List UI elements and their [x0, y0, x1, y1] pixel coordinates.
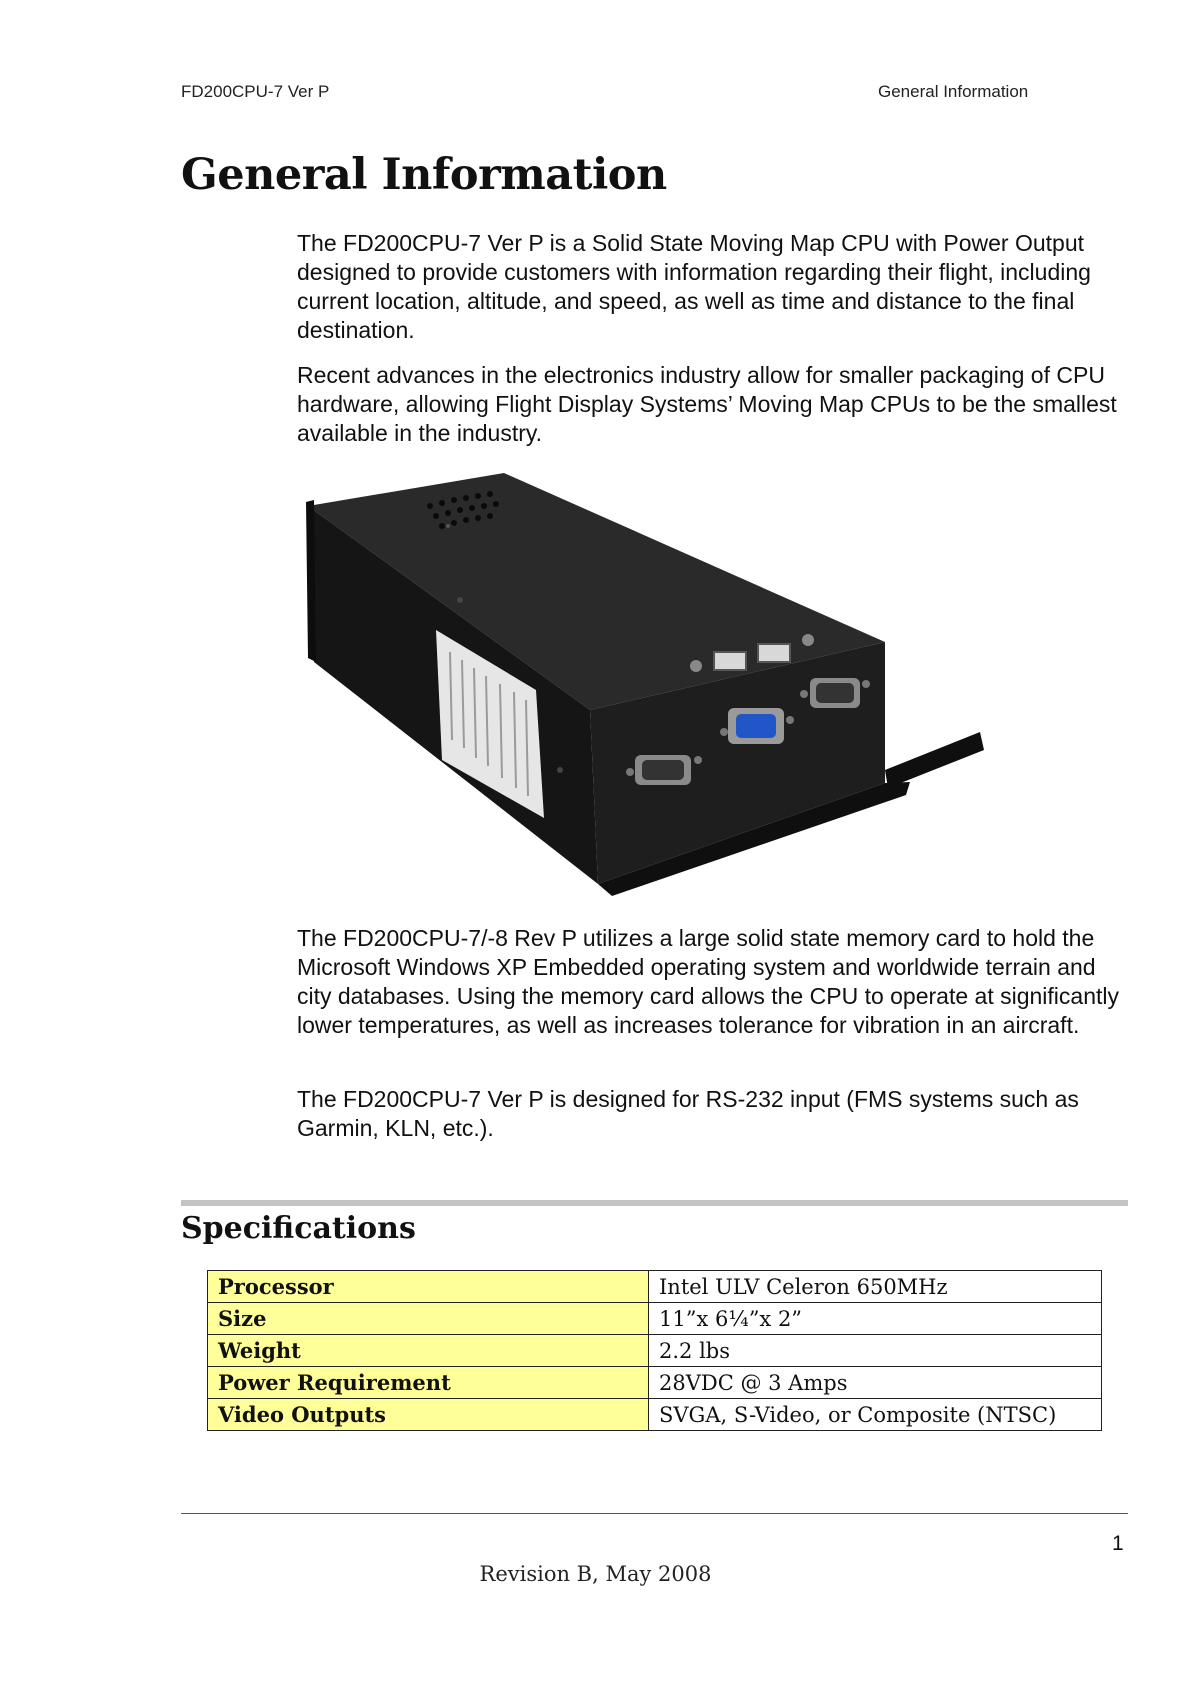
advances-paragraph: Recent advances in the electronics industry allow for smaller packaging of CPU hardware, allowing Flight Display Systems’ Moving Map CPUs to be the smallest available in the industry.: [297, 362, 1117, 446]
table-row: [208, 1367, 1102, 1399]
table-row: [208, 1271, 1102, 1303]
spec-value: 28VDC @ 3 Amps: [649, 1367, 1102, 1399]
page-number: 1: [1112, 1532, 1124, 1555]
spec-value: SVGA, S-Video, or Composite (NTSC): [649, 1399, 1102, 1431]
specifications-heading: Specifications: [181, 1211, 416, 1246]
page-title: General Information: [181, 150, 667, 200]
spec-value: Intel ULV Celeron 650MHz: [649, 1271, 1102, 1303]
spec-label: Weight: [208, 1335, 649, 1367]
spec-label: Processor: [208, 1271, 649, 1303]
footer-divider: [181, 1513, 1128, 1514]
spec-label: Video Outputs: [208, 1399, 649, 1431]
table-row: [208, 1303, 1102, 1335]
spec-value: 11”x 6¼”x 2”: [649, 1303, 1102, 1335]
running-header-left: FD200CPU-7 Ver P: [181, 82, 330, 101]
table-row: [208, 1335, 1102, 1367]
running-header-right: General Information: [878, 82, 1029, 101]
spec-label: Size: [208, 1303, 649, 1335]
section-divider: [181, 1200, 1128, 1206]
cpu-unit-photo: [300, 470, 990, 900]
specifications-table: [207, 1270, 1102, 1431]
intro-paragraph: The FD200CPU-7 Ver P is a Solid State Moving Map CPU with Power Output designed to provide customers with information regarding their flight, including current location, altitude, and speed, as well as time and distance to the final destination.: [297, 230, 1091, 343]
revision-footer: Revision B, May 2008: [479, 1562, 712, 1586]
rs232-paragraph: The FD200CPU-7 Ver P is designed for RS-232 input (FMS systems such as Garmin, KLN, etc.).: [297, 1086, 1079, 1141]
spec-value: 2.2 lbs: [649, 1335, 1102, 1367]
spec-label: Power Requirement: [208, 1367, 649, 1399]
memory-card-paragraph: The FD200CPU-7/-8 Rev P utilizes a large solid state memory card to hold the Microsoft Windows XP Embedded operating system and worldwide terrain and city databases. Using the memory card allows the CPU to operate at significantly lower temperatures, as well as increases tolerance for vibration in an aircraft.: [297, 925, 1119, 1038]
table-row: [208, 1399, 1102, 1431]
